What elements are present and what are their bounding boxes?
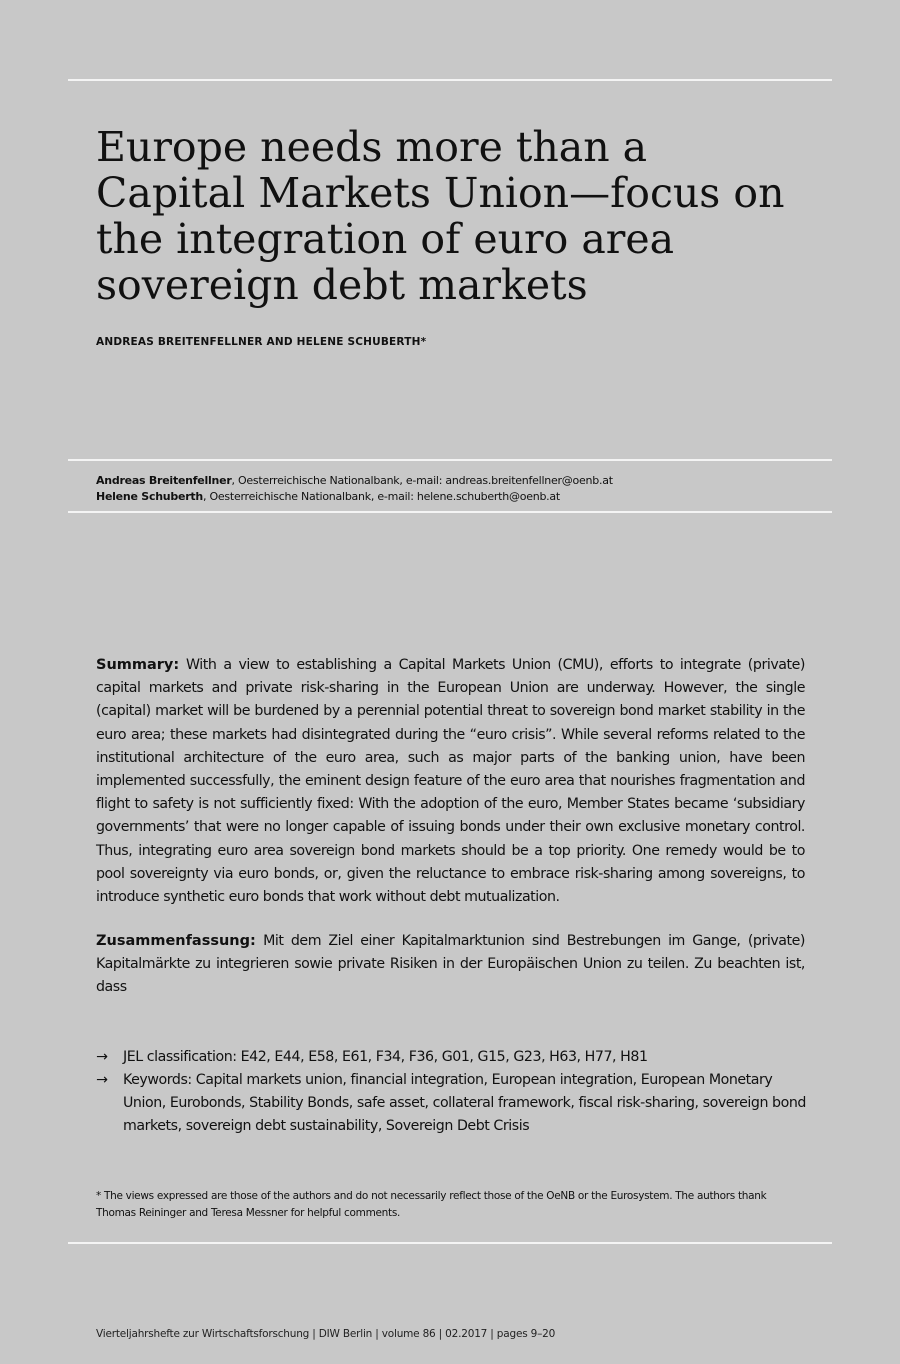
arrow-right-icon: → xyxy=(96,1072,108,1088)
jel-classification xyxy=(96,1046,806,1069)
affiliation-1-name: Andreas Breitenfellner xyxy=(96,474,232,487)
zusammenfassung-text: Mit dem Ziel einer Kapitalmarktunion sind Bestrebungen im Gange, (private) Kapitalmärkte zu integrieren sowie private Risiken in der Europäischen Union zu teilen. Zu beachten ist, dass xyxy=(96,933,805,996)
summary-label: Summary: xyxy=(96,657,180,673)
keywords xyxy=(96,1069,806,1139)
footnote: * The views expressed are those of the authors and do not necessarily reflect those of the OeNB or the Eurosystem. The authors thank Thomas Reininger and Teresa Messner for helpful comments. xyxy=(96,1190,767,1219)
affiliations xyxy=(96,473,816,505)
journal-footer: Vierteljahrshefte zur Wirtschaftsforschung | DIW Berlin | volume 86 | 02.2017 | pages 9–20 xyxy=(96,1328,556,1340)
summary-text: With a view to establishing a Capital Markets Union (CMU), efforts to integrate (private) capital markets and private risk-sharing in the European Union are underway. However, the single (capital) market will be burdened by a perennial potential threat to sovereign bond market stability in the euro area; these markets had disintegrated during the “euro crisis”. While several reforms related to the institutional architecture of the euro area, such as major parts of the banking union, have been implemented successfully, the eminent design feature of the euro area that nourishes fragmentation and flight to safety is not sufficiently fixed: With the adoption of the euro, Member States became ‘subsidiary governments’ that were no longer capable of issuing bonds under their own exclusive monetary control. Thus, integrating euro area sovereign bond markets should be a top priority. One remedy would be to pool sovereignty via euro bonds, or, given the reluctance to embrace risk-sharing among sovereigns, to introduce synthetic euro bonds that work without debt mutualization. xyxy=(96,657,805,906)
top-rule xyxy=(68,79,832,81)
affiliation-2-detail: , Oesterreichische Nationalbank, e-mail: helene.schuberth@oenb.at xyxy=(202,490,560,503)
authors-header: ANDREAS BREITENFELLNER AND HELENE SCHUBERTH* xyxy=(96,336,427,348)
arrow-right-icon: → xyxy=(96,1049,108,1065)
affiliation-1 xyxy=(96,473,816,489)
summary-paragraph xyxy=(96,654,805,909)
affiliation-1-detail: , Oesterreichische Nationalbank, e-mail: andreas.breitenfellner@oenb.at xyxy=(231,474,613,487)
affiliation-bottom-rule xyxy=(68,511,832,513)
affiliation-top-rule xyxy=(68,459,832,461)
affiliation-2 xyxy=(96,489,816,505)
affiliation-2-name: Helene Schuberth xyxy=(96,490,203,503)
zusammenfassung-label: Zusammenfassung: xyxy=(96,933,256,949)
footnote-bottom-rule xyxy=(68,1242,832,1244)
article-title: Europe needs more than a Capital Markets Union—focus on the integration of euro area sovereign debt markets xyxy=(96,123,785,309)
zusammenfassung-paragraph xyxy=(96,930,805,1000)
keywords-text: Keywords: Capital markets union, financial integration, European integration, European Monetary Union, Eurobonds, Stability Bonds, safe asset, collateral framework, fiscal risk-sharing, sovereign bond markets, sovereign debt sustainability, Sovereign Debt Crisis xyxy=(123,1072,806,1135)
jel-text: JEL classification: E42, E44, E58, E61, F34, F36, G01, G15, G23, H63, H77, H81 xyxy=(123,1049,648,1065)
